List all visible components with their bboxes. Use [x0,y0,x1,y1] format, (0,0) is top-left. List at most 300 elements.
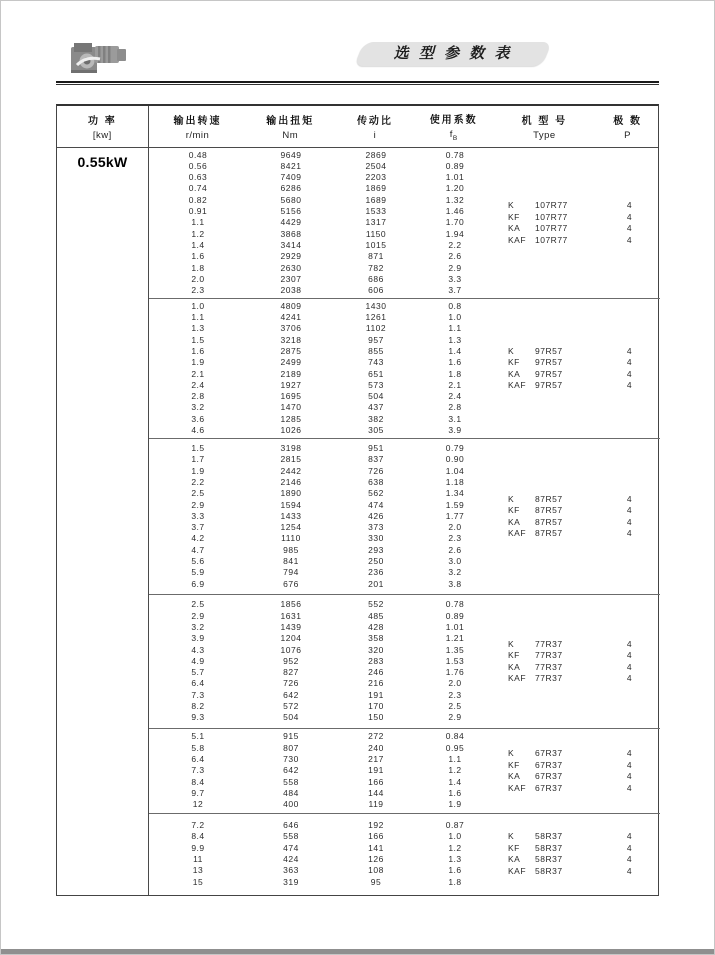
transmission-ratio-cell: 283 [368,655,384,666]
output-torque-cell: 2146 [280,476,302,487]
output-torque-cell: 3706 [280,323,302,334]
service-factor-cell: 1.8 [448,368,462,379]
transmission-ratio-column [335,148,417,298]
header-output-torque [246,106,334,147]
transmission-ratio-cell: 1533 [365,206,387,217]
model-type-prefix: KA [508,223,521,233]
model-type-prefix: KAF [508,380,527,390]
model-type-code: 67R37 [535,782,563,793]
output-speed-cell: 6.4 [191,678,205,689]
output-speed-cell: 1.6 [191,345,205,356]
model-type-cell [493,783,599,795]
service-factor-cell: 2.6 [448,251,462,262]
transmission-ratio-cell: 95 [370,876,382,887]
transmission-ratio-cell: 573 [368,379,384,390]
output-torque-cell: 2929 [280,251,302,262]
output-speed-column [149,595,247,728]
poles-column [599,148,660,298]
service-factor-column [417,299,493,438]
transmission-ratio-cell: 552 [368,599,384,610]
model-type-cell [493,831,599,843]
header-poles-cn: 极 数 [613,116,642,127]
output-torque-cell: 6286 [280,183,302,194]
output-torque-cell: 504 [283,712,299,723]
output-torque-cell: 1285 [280,413,302,424]
output-speed-cell: 1.1 [191,312,205,323]
output-torque-cell: 1927 [280,379,302,390]
model-type-code: 97R57 [535,345,563,356]
output-torque-cell: 9649 [280,149,302,160]
data-block-67R37 [149,728,660,813]
model-type-cell [493,843,599,855]
model-type-prefix: K [508,345,515,356]
model-type-column [493,439,599,594]
service-factor-cell: 2.9 [448,262,462,273]
output-speed-cell: 2.9 [191,499,205,510]
service-factor-cell: 2.0 [448,678,462,689]
output-torque-column [247,299,335,438]
output-torque-cell: 1204 [280,633,302,644]
output-speed-cell: 6.9 [191,578,205,589]
model-type-column [493,814,599,894]
output-speed-cell: 0.63 [188,172,208,183]
transmission-ratio-cell: 1102 [365,323,387,334]
model-type-cell [493,760,599,772]
model-type-prefix: K [508,831,515,841]
header-model-type-cn: 机 型 号 [521,116,568,127]
transmission-ratio-cell: 504 [368,391,384,402]
output-speed-column [149,148,247,298]
selection-parameter-table [56,104,659,896]
model-type-prefix: KA [508,516,521,527]
output-speed-cell: 1.9 [191,465,205,476]
table-blocks [149,148,660,895]
poles-cell: 4 [626,854,633,864]
model-type-code: 77R37 [535,661,563,672]
transmission-ratio-cell: 782 [368,262,384,273]
model-type-code: 87R57 [535,516,563,527]
output-speed-column [149,299,247,438]
model-type-code: 97R57 [535,357,563,367]
poles-cell: 4 [626,831,633,841]
output-speed-cell: 8.2 [191,701,205,712]
service-factor-cell: 0.8 [448,300,462,311]
transmission-ratio-cell: 358 [368,633,384,644]
output-speed-cell: 4.9 [191,655,205,666]
output-speed-cell: 2.2 [191,476,205,487]
service-factor-cell: 1.3 [448,854,462,864]
poles-cell: 4 [626,748,633,758]
output-speed-cell: 0.91 [188,206,208,217]
service-factor-cell: 1.35 [445,644,465,655]
output-torque-cell: 319 [283,876,299,887]
output-torque-cell: 7409 [280,172,302,183]
service-factor-cell: 1.0 [448,312,462,323]
service-factor-cell: 2.2 [448,239,462,250]
transmission-ratio-cell: 305 [368,424,384,435]
transmission-ratio-cell: 320 [368,644,384,655]
service-factor-cell: 0.79 [445,443,465,454]
header-service-factor-cn: 使用系数 [429,115,478,127]
header-power [57,106,149,147]
service-factor-cell: 2.4 [448,391,462,402]
model-type-prefix: KF [508,357,520,367]
model-type-prefix: KA [508,661,521,672]
transmission-ratio-cell: 485 [368,610,384,621]
header-output-speed-unit: r/min [185,130,210,141]
table-body [57,148,658,895]
model-type-prefix: KA [508,368,521,379]
output-speed-cell: 8.4 [191,776,205,787]
model-type-column [493,299,599,438]
model-type-prefix: KAF [508,528,527,538]
output-speed-cell: 7.3 [191,765,205,776]
service-factor-cell: 1.04 [445,465,465,476]
model-type-cell [493,494,599,506]
service-factor-cell: 2.3 [448,689,462,700]
output-speed-cell: 1.7 [191,454,205,465]
model-type-cell [493,748,599,760]
model-type-cell [493,235,599,247]
model-type-cell [493,650,599,662]
poles-column [599,439,660,594]
output-speed-cell: 2.5 [191,599,205,610]
service-factor-cell: 1.8 [448,876,462,887]
model-type-cell [493,200,599,212]
output-torque-cell: 3218 [280,334,302,345]
output-torque-cell: 642 [283,765,299,776]
output-torque-cell: 2189 [280,368,302,379]
power-value: 0.55kW [77,154,128,170]
header-service-factor-unit [450,129,458,142]
header-output-torque-cn: 输出扭矩 [266,116,315,127]
header-power-unit: [kw] [92,130,112,141]
output-torque-cell: 915 [283,731,299,742]
model-type-prefix: KAF [508,865,527,876]
model-type-cell [493,771,599,783]
output-torque-cell: 3868 [280,228,302,239]
service-factor-cell: 1.2 [448,765,462,776]
header-rule [56,81,659,85]
service-factor-column [417,595,493,728]
data-block-87R57 [149,438,660,594]
title-banner [354,42,552,66]
output-speed-cell: 0.48 [188,149,208,160]
output-speed-cell: 5.6 [191,556,205,567]
poles-cell: 4 [626,345,633,356]
transmission-ratio-cell: 957 [368,334,384,345]
output-torque-cell: 558 [283,776,299,787]
header-service-factor [416,106,492,147]
output-speed-cell: 1.5 [191,334,205,345]
model-type-code: 77R37 [535,650,563,660]
gearmotor-logo [69,37,133,77]
model-type-code: 67R37 [535,759,563,770]
model-type-code: 58R37 [535,842,563,853]
transmission-ratio-cell: 293 [368,544,384,555]
output-torque-cell: 558 [283,831,299,842]
output-torque-cell: 572 [283,701,299,712]
output-speed-cell: 13 [192,865,204,876]
transmission-ratio-cell: 1869 [365,183,387,194]
output-torque-cell: 985 [283,544,299,555]
model-type-cell [493,662,599,674]
model-type-column [493,729,599,813]
transmission-ratio-cell: 638 [368,476,384,487]
output-torque-cell: 8421 [280,160,302,171]
output-speed-cell: 1.2 [191,228,205,239]
poles-cell: 4 [626,211,633,222]
model-type-cell [493,673,599,685]
transmission-ratio-cell: 428 [368,621,384,632]
output-speed-cell: 1.3 [191,323,205,334]
transmission-ratio-cell: 1261 [365,312,387,323]
output-speed-cell: 3.2 [191,621,205,632]
output-speed-column [149,729,247,813]
poles-cell: 4 [626,673,633,683]
output-torque-cell: 2442 [280,465,302,476]
transmission-ratio-cell: 126 [368,854,384,864]
model-type-cell [493,223,599,235]
poles-column [599,814,660,894]
model-type-code: 58R37 [535,831,563,841]
transmission-ratio-cell: 743 [368,357,384,368]
service-factor-cell: 1.6 [448,357,462,368]
model-type-prefix: K [508,493,515,504]
fb-symbol: f [449,129,453,141]
transmission-ratio-cell: 474 [368,499,384,510]
output-speed-cell: 2.9 [191,610,205,621]
poles-cell: 4 [626,368,633,379]
output-torque-cell: 3414 [280,239,302,250]
output-torque-cell: 424 [283,854,299,864]
transmission-ratio-cell: 201 [368,578,384,589]
transmission-ratio-column [335,439,417,594]
model-type-prefix: KF [508,842,520,853]
output-speed-cell: 8.4 [191,831,205,842]
service-factor-cell: 3.1 [448,413,462,424]
transmission-ratio-cell: 246 [368,667,384,678]
output-speed-cell: 0.56 [188,160,208,171]
poles-cell: 4 [626,661,633,672]
poles-column [599,595,660,728]
poles-cell: 4 [626,223,633,233]
poles-cell: 4 [626,505,633,515]
output-speed-cell: 4.2 [191,533,205,544]
service-factor-column [417,439,493,594]
transmission-ratio-cell: 1689 [365,194,387,205]
transmission-ratio-cell: 119 [368,799,384,810]
model-type-prefix: KA [508,771,521,781]
output-torque-cell: 827 [283,667,299,678]
model-type-code: 107R77 [535,234,568,245]
output-torque-cell: 1433 [280,510,302,521]
model-type-cell [493,528,599,540]
service-factor-cell: 2.9 [448,712,462,723]
model-type-cell [493,369,599,381]
output-torque-column [247,148,335,298]
output-torque-cell: 474 [283,842,299,853]
transmission-ratio-cell: 606 [368,285,384,296]
output-torque-cell: 1439 [280,621,302,632]
header-ratio-unit: i [373,130,377,141]
service-factor-cell: 3.3 [448,273,462,284]
transmission-ratio-cell: 1015 [365,239,387,250]
model-type-code: 97R57 [535,368,563,379]
header-output-speed-cn: 输出转速 [173,116,222,127]
service-factor-cell: 2.3 [448,533,462,544]
service-factor-cell: 1.18 [445,476,465,487]
header-power-cn: 功 率 [87,116,117,127]
service-factor-cell: 3.2 [448,567,462,578]
output-torque-cell: 2038 [280,285,302,296]
output-speed-cell: 9.9 [191,842,205,853]
model-type-prefix: KAF [508,234,527,245]
transmission-ratio-cell: 108 [368,865,384,876]
service-factor-cell: 3.0 [448,556,462,567]
header-ratio-cn: 传动比 [356,116,393,127]
service-factor-cell: 1.4 [448,776,462,787]
output-speed-cell: 2.3 [191,285,205,296]
transmission-ratio-cell: 1150 [365,228,387,239]
transmission-ratio-cell: 330 [368,533,384,544]
poles-cell: 4 [626,759,633,770]
header-model-type-unit: Type [533,130,556,141]
service-factor-cell: 0.89 [445,610,465,621]
poles-cell: 4 [626,234,633,245]
model-type-prefix: KA [508,854,521,864]
model-type-cell [493,357,599,369]
output-torque-cell: 1026 [280,424,302,435]
model-type-prefix: KF [508,650,520,660]
transmission-ratio-column [335,299,417,438]
output-speed-cell: 5.7 [191,667,205,678]
service-factor-cell: 1.53 [445,655,465,666]
output-torque-cell: 841 [283,556,299,567]
model-type-prefix: KAF [508,782,527,793]
table-header-row [57,106,658,148]
output-speed-column [149,439,247,594]
output-speed-cell: 5.9 [191,567,205,578]
transmission-ratio-cell: 144 [368,787,384,798]
model-type-cell [493,517,599,529]
service-factor-cell: 2.1 [448,379,462,390]
output-speed-cell: 3.7 [191,522,205,533]
transmission-ratio-cell: 192 [368,820,384,831]
output-speed-cell: 12 [192,799,204,810]
transmission-ratio-cell: 651 [368,368,384,379]
transmission-ratio-cell: 837 [368,454,384,465]
output-torque-cell: 1856 [280,599,302,610]
data-block-107R77 [149,148,660,298]
transmission-ratio-cell: 2869 [365,149,387,160]
model-type-prefix: K [508,200,515,210]
output-torque-cell: 4429 [280,217,302,228]
model-type-code: 87R57 [535,505,563,515]
transmission-ratio-cell: 217 [368,754,384,765]
output-torque-cell: 646 [283,820,299,831]
service-factor-cell: 1.34 [445,488,465,499]
output-speed-cell: 5.1 [191,731,205,742]
output-torque-column [247,729,335,813]
output-speed-cell: 1.9 [191,357,205,368]
header-output-speed [149,106,247,147]
transmission-ratio-cell: 272 [368,731,384,742]
power-column [57,148,149,895]
service-factor-cell: 1.01 [445,621,465,632]
output-speed-cell: 4.7 [191,544,205,555]
service-factor-cell: 1.77 [445,510,465,521]
poles-cell: 4 [626,516,633,527]
output-speed-cell: 1.5 [191,443,205,454]
header-poles [597,106,658,147]
output-speed-column [149,814,247,894]
transmission-ratio-cell: 141 [368,842,384,853]
transmission-ratio-cell: 240 [368,742,384,753]
service-factor-cell: 0.87 [445,820,465,831]
output-speed-cell: 3.9 [191,633,205,644]
output-speed-cell: 4.6 [191,424,205,435]
model-type-code: 97R57 [535,380,563,390]
model-type-column [493,595,599,728]
output-speed-cell: 1.6 [191,251,205,262]
model-type-code: 67R37 [535,748,563,758]
transmission-ratio-cell: 373 [368,522,384,533]
transmission-ratio-column [335,729,417,813]
service-factor-cell: 1.21 [445,633,465,644]
poles-cell: 4 [626,842,633,853]
poles-cell: 4 [626,782,633,793]
output-torque-cell: 2630 [280,262,302,273]
fb-subscript: B [452,134,458,142]
output-torque-cell: 5680 [280,194,302,205]
service-factor-cell: 2.8 [448,402,462,413]
model-type-code: 67R37 [535,771,563,781]
poles-cell: 4 [626,771,633,781]
service-factor-column [417,148,493,298]
service-factor-column [417,729,493,813]
model-type-code: 77R37 [535,638,563,649]
output-torque-cell: 1470 [280,402,302,413]
output-torque-cell: 1110 [281,533,301,544]
model-type-cell [493,346,599,358]
transmission-ratio-cell: 2504 [365,160,387,171]
output-torque-cell: 1254 [280,522,302,533]
transmission-ratio-cell: 686 [368,273,384,284]
service-factor-cell: 1.0 [448,831,462,842]
header-poles-unit: P [624,130,632,141]
transmission-ratio-cell: 166 [368,831,384,842]
poles-column [599,299,660,438]
output-speed-cell: 4.3 [191,644,205,655]
output-speed-cell: 9.7 [191,787,205,798]
output-torque-cell: 2815 [280,454,302,465]
service-factor-cell: 1.2 [448,842,462,853]
transmission-ratio-cell: 562 [368,488,384,499]
output-torque-cell: 794 [283,567,299,578]
output-speed-cell: 0.82 [188,194,208,205]
model-type-code: 58R37 [535,854,563,864]
gearmotor-logo-image [69,37,133,77]
output-torque-cell: 726 [283,678,299,689]
output-torque-cell: 1076 [280,644,302,655]
transmission-ratio-cell: 236 [368,567,384,578]
model-type-cell [493,380,599,392]
page-bottom-bar [1,949,714,954]
poles-cell: 4 [626,650,633,660]
service-factor-cell: 3.7 [448,285,462,296]
output-torque-cell: 1631 [280,610,302,621]
